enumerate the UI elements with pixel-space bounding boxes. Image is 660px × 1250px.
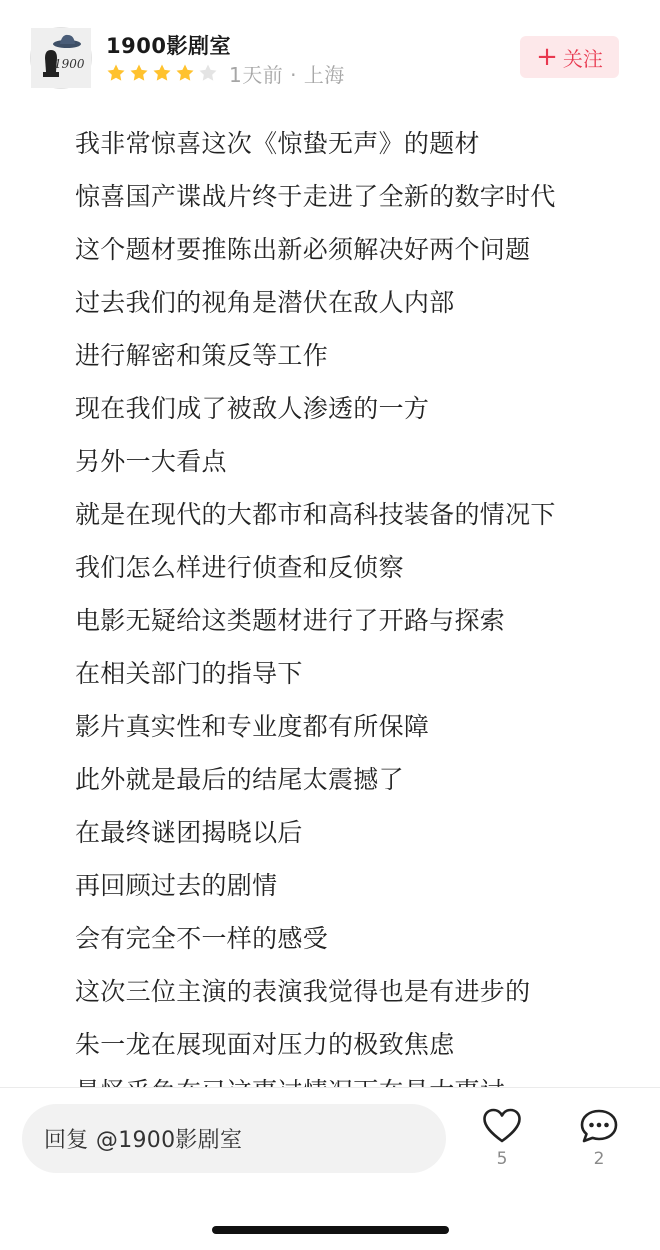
review-line: 这次三位主演的表演我觉得也是有进步的 [75, 977, 531, 1006]
star-filled-icon [106, 63, 126, 83]
review-header [0, 0, 660, 115]
review-line: 会有完全不一样的感受 [75, 924, 329, 953]
plus-icon: + [536, 42, 558, 72]
review-line: 惊喜国产谍战片终于走进了全新的数字时代 [75, 182, 556, 211]
avatar-text: 1900 [54, 57, 85, 71]
like-count: 5 [496, 1149, 508, 1169]
avatar-illustration [31, 28, 91, 88]
rating-row [106, 60, 345, 86]
review-line: 电影无疑给这类题材进行了开路与探索 [75, 606, 506, 635]
review-line: 现在我们成了被敌人渗透的一方 [75, 394, 430, 423]
heart-outline-icon [482, 1108, 522, 1144]
meta-separator: · [290, 62, 297, 87]
review-line: 在相关部门的指导下 [75, 659, 303, 688]
home-indicator[interactable] [212, 1226, 449, 1234]
star-filled-icon [175, 63, 195, 83]
review-line: 影片真实性和专业度都有所保障 [75, 712, 430, 741]
avatar[interactable] [30, 27, 92, 89]
follow-label: 关注 [562, 46, 603, 71]
review-line: 另外一大看点 [75, 447, 227, 476]
reply-input[interactable] [22, 1104, 446, 1173]
review-line: 此外就是最后的结尾太震撼了 [75, 765, 404, 794]
review-line: 就是在现代的大都市和高科技装备的情况下 [75, 500, 556, 529]
post-time: 1天前 [229, 62, 284, 87]
author-name[interactable]: 1900影剧室 [106, 34, 231, 58]
review-line: 进行解密和策反等工作 [75, 341, 329, 370]
review-line: 我非常惊喜这次《惊蛰无声》的题材 [75, 129, 480, 158]
review-line: 在最终谜团揭晓以后 [75, 818, 303, 847]
bottom-action-bar [0, 1087, 660, 1250]
speech-bubble-icon [579, 1108, 619, 1144]
review-line: 这个题材要推陈出新必须解决好两个问题 [75, 235, 531, 264]
review-content [0, 117, 660, 1087]
like-button[interactable] [472, 1108, 532, 1169]
star-filled-icon [152, 63, 172, 83]
post-meta [229, 59, 345, 88]
comment-button[interactable] [569, 1108, 629, 1169]
star-filled-icon [129, 63, 149, 83]
star-rating [106, 63, 221, 83]
review-line: 朱一龙在展现面对压力的极致焦虑 [75, 1030, 455, 1059]
post-location: 上海 [303, 62, 345, 87]
reply-placeholder: 回复 @1900影剧室 [44, 1128, 243, 1153]
review-line: 我们怎么样进行侦查和反侦察 [75, 553, 404, 582]
review-line: 过去我们的视角是潜伏在敌人内部 [75, 288, 455, 317]
comment-count: 2 [593, 1149, 605, 1169]
review-line: 再回顾过去的剧情 [75, 871, 278, 900]
follow-button[interactable] [520, 36, 619, 78]
star-empty-icon [198, 63, 218, 83]
